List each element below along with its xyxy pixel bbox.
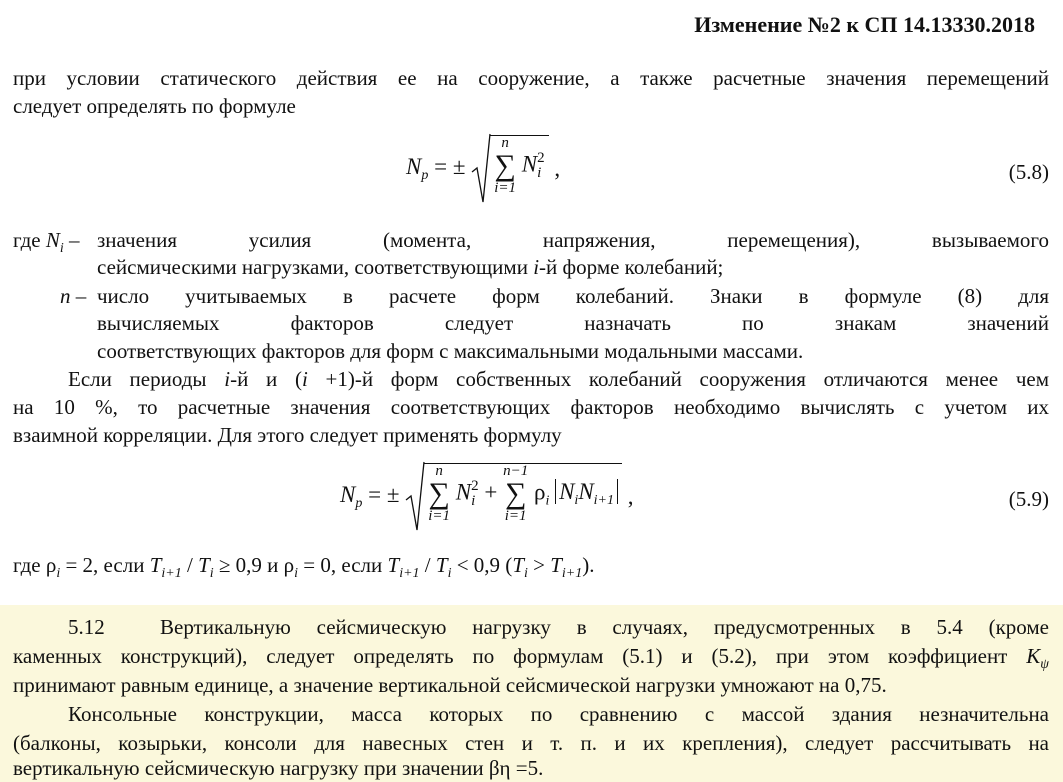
formula-term: N: [455, 478, 472, 504]
formula-lhs-sub: p: [355, 496, 363, 511]
subscript: i: [447, 566, 452, 581]
formula-sub: i: [574, 492, 579, 508]
formula-sub: i: [471, 492, 476, 509]
sum-lower: i=1: [428, 507, 450, 524]
paragraph-line: на 10 %, то расчетные значения соответствующих факторов необходимо вычислять с учетом их: [13, 395, 1049, 419]
italic: T: [435, 553, 448, 577]
italic: T: [512, 553, 524, 577]
definition-line: число учитываемых в расчете форм колебаний. Знаки в формуле (8) для: [97, 284, 1049, 308]
sum-lower: i=1: [504, 507, 527, 524]
text: < 0,9 (: [451, 553, 513, 577]
formula-rho: ρ: [533, 478, 546, 504]
formula-5-8: [406, 132, 560, 206]
where-symbol: N: [45, 228, 60, 252]
summation: [494, 136, 516, 196]
sum-lower: i=1: [494, 179, 516, 196]
formula-lhs: N: [406, 154, 422, 179]
italic: i: [224, 367, 231, 391]
sigma-icon: ∑: [504, 476, 527, 510]
sigma-icon: ∑: [494, 148, 516, 182]
absolute-value: [555, 478, 618, 508]
definition-italic: i: [533, 255, 540, 279]
sqrt-sign: [405, 460, 622, 534]
where-symbol-line: [60, 284, 86, 309]
text: /: [419, 553, 436, 577]
text: ≥ 0,9 и ρ: [213, 553, 295, 577]
subscript: i: [56, 566, 61, 581]
section-line: принимают равным единице, а значение вертикальной сейсмической нагрузки умножают на 0,75.: [13, 673, 887, 697]
italic: T: [550, 553, 562, 577]
paragraph-line: [68, 367, 1049, 392]
text: = 2, если: [60, 553, 150, 577]
where-condition: [13, 553, 595, 582]
text: = 0, если: [298, 553, 388, 577]
formula-5-9: [340, 460, 634, 534]
sigma-icon: ∑: [428, 476, 450, 510]
subscript: i: [209, 566, 214, 581]
document-header: Изменение №2 к СП 14.13330.2018: [694, 12, 1035, 37]
text: βη =5.: [488, 756, 544, 780]
formula-lhs: N: [340, 482, 356, 507]
sum-upper: n: [435, 462, 443, 479]
formula-term: N: [521, 150, 538, 176]
radical-icon: [471, 132, 491, 206]
definition-line: вычисляемых факторов следует назначать по знакам значений: [97, 311, 1049, 335]
summation: [503, 464, 528, 524]
equation-number: (5.8): [1008, 160, 1049, 184]
paragraph-line: следует определять по формуле: [13, 94, 296, 118]
where-word: где: [13, 228, 41, 252]
formula-term: N: [578, 478, 594, 504]
where-prefix: [13, 228, 79, 257]
radical-icon: [405, 460, 425, 534]
section-number: 5.12: [68, 615, 105, 639]
formula-lhs-sub: p: [421, 168, 429, 183]
formula-eq: = ±: [434, 154, 466, 179]
subscript: i: [524, 566, 528, 581]
formula-comma: ,: [554, 156, 561, 181]
italic: T: [387, 553, 400, 577]
section-line: Консольные конструкции, масса которых по сравнению с массой здания незначительна: [68, 702, 1049, 726]
where-symbol-sub: i: [59, 241, 64, 256]
paragraph-line: взаимной корреляции. Для этого следует применять формулу: [13, 423, 562, 447]
definition-text: -й форме колебаний;: [539, 255, 724, 279]
subscript: i: [294, 566, 299, 581]
subscript: i+1: [161, 566, 182, 581]
equation-number: (5.9): [1008, 487, 1049, 511]
text: ).: [582, 553, 595, 577]
formula-plus: +: [484, 478, 498, 504]
formula-eq: = ±: [368, 482, 400, 507]
formula-term: N: [559, 478, 575, 504]
subscript: i+1: [561, 566, 583, 581]
where-dash: –: [75, 284, 87, 308]
paragraph-line: при условии статического действия ее на сооружение, а также расчетные значения перемещений: [13, 66, 1049, 90]
italic: T: [149, 553, 162, 577]
text: каменных конструкций), следует определять по формулам (5.1) и (5.2), при этом коэффициент: [13, 644, 1027, 668]
where-dash: –: [68, 228, 80, 252]
italic: i: [301, 367, 308, 391]
formula-comma: ,: [627, 484, 634, 509]
formula-sub: i: [537, 164, 542, 181]
section-line: (балконы, козырьки, консоли для навесных стен и т. п. и их крепления), следует рассчитывать на: [13, 731, 1049, 755]
sqrt-sign: [471, 132, 548, 206]
definition-line: значения усилия (момента, напряжения, перемещения), вызываемого: [97, 228, 1049, 252]
sum-upper: n−1: [503, 462, 529, 479]
text: где ρ: [13, 553, 57, 577]
formula-rho-sub: i: [545, 492, 550, 508]
formula-sup: 2: [471, 477, 479, 494]
subscript: ψ: [1040, 657, 1049, 672]
section-line: Вертикальную сейсмическую нагрузку в случаях, предусмотренных в 5.4 (кроме: [160, 615, 1049, 639]
text: Если периоды: [68, 367, 225, 391]
summation: [428, 464, 450, 524]
text: >: [527, 553, 551, 577]
text: /: [181, 553, 199, 577]
section-line: [13, 756, 543, 781]
definition-line: соответствующих факторов для форм с максимальными модальными массами.: [97, 339, 804, 363]
text: +1)-й форм собственных колебаний сооружения отличаются менее чем: [307, 367, 1049, 391]
definition-line: [97, 255, 723, 280]
text: вертикальную сейсмическую нагрузку при значении: [13, 756, 489, 780]
subscript: i+1: [399, 566, 420, 581]
formula-sub: i+1: [593, 492, 614, 508]
text: -й и (: [230, 367, 302, 391]
definition-text: сейсмическими нагрузками, соответствующими: [97, 255, 534, 279]
sum-upper: n: [501, 134, 509, 151]
where-symbol: n: [60, 284, 71, 308]
italic: T: [198, 553, 210, 577]
section-line: [13, 644, 1049, 673]
formula-sup: 2: [537, 149, 545, 166]
italic: K: [1026, 644, 1041, 668]
